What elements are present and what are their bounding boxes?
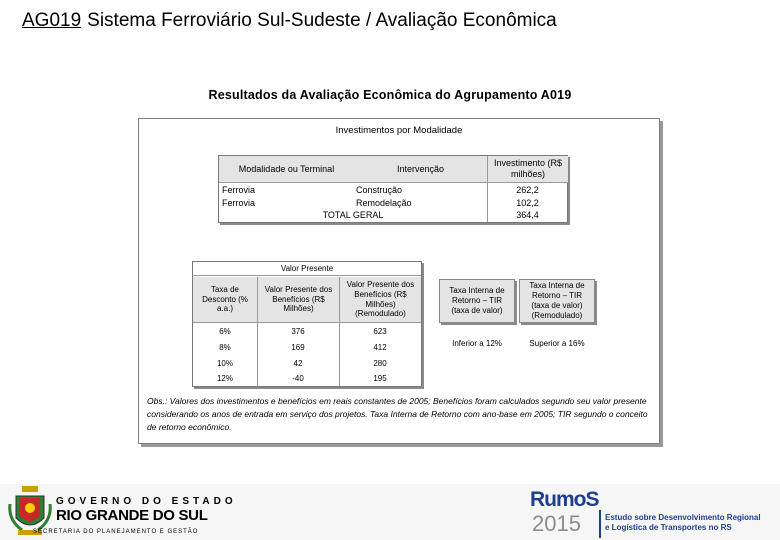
rumos-description xyxy=(605,513,761,533)
slide-title xyxy=(22,10,557,32)
vp-row-2-vp: 169 xyxy=(291,343,305,352)
vp-row-2-taxa: 8% xyxy=(219,343,231,352)
row-1-intervencao: Construção xyxy=(356,185,403,195)
present-value-caption: Valor Presente xyxy=(193,262,421,276)
header-modalidade: Modalidade ou Terminal xyxy=(219,156,354,183)
investments-table xyxy=(218,155,568,223)
tir-value: Inferior a 12% xyxy=(452,339,502,348)
slide-title-text: Sistema Ferroviário Sul-Sudeste / Avaliação Econômica xyxy=(87,10,557,31)
tir-remodulado-value: Superior a 16% xyxy=(529,339,585,348)
state-line: RIO GRANDE DO SUL xyxy=(56,507,208,524)
investimento-column-divider xyxy=(487,156,488,222)
header-taxa-desconto: Taxa de Desconto (% a.a.) xyxy=(193,277,257,323)
vp-row-3-vp: 42 xyxy=(293,359,303,368)
vp-row-4-vp-rem: 195 xyxy=(373,374,387,383)
present-value-table xyxy=(192,261,422,387)
header-tir-remodulado: Taxa Interna de Retorno – TIR (taxa de valor) (Remodulado) xyxy=(519,279,595,323)
row-1-investimento: 262,2 xyxy=(516,185,539,195)
rumos-logo xyxy=(530,488,600,538)
rumos-desc-line-2: e Logística de Transportes no RS xyxy=(605,523,732,532)
vp-row-2-vp-rem: 412 xyxy=(373,343,387,352)
tir-table xyxy=(439,279,594,359)
slide-code: AG019 xyxy=(22,10,82,31)
gov-line: GOVERNO DO ESTADO xyxy=(56,496,237,507)
header-investimento: Investimento (R$ milhões) xyxy=(487,156,568,183)
vp-row-1-taxa: 6% xyxy=(219,327,231,336)
header-intervencao: Intervenção xyxy=(354,156,487,183)
total-label: TOTAL GERAL xyxy=(322,210,384,220)
header-vp-beneficios: Valor Presente dos Benefícios (R$ Milhões) xyxy=(257,277,339,323)
vp-row-4-vp: -40 xyxy=(292,374,304,383)
row-2-intervencao: Remodelação xyxy=(356,198,412,208)
results-subtitle: Resultados da Avaliação Econômica do Agrupamento A019 xyxy=(208,88,572,102)
vp-row-1-vp: 376 xyxy=(291,327,305,336)
secretaria-line: SECRETARIA DO PLANEJAMENTO E GESTÃO xyxy=(33,529,199,535)
rumos-divider xyxy=(599,510,601,538)
header-vp-remodulado: Valor Presente dos Benefícios (R$ Milhões) (Remodulado) xyxy=(339,277,421,323)
evaluation-panel xyxy=(138,118,660,444)
row-1-modalidade: Ferrovia xyxy=(222,185,256,195)
vp-row-3-taxa: 10% xyxy=(216,359,233,368)
total-value: 364,4 xyxy=(516,210,539,220)
row-2-modalidade: Ferrovia xyxy=(222,198,256,208)
rumos-name: RumoS xyxy=(530,488,599,511)
vp-column-divider-1 xyxy=(257,277,258,386)
vp-row-4-taxa: 12% xyxy=(216,374,233,383)
vp-row-1-vp-rem: 623 xyxy=(373,327,387,336)
row-2-investimento: 102,2 xyxy=(516,198,539,208)
panel-heading: Investimentos por Modalidade xyxy=(335,125,463,136)
observation-note: Obs.: Valores dos investimentos e benefícios em reais constantes de 2005; Benefícios foram calculados segundo seu valor presente considerando os anos de entrada em serviço dos projetos. Taxa Interna de Retorno com ano-base em 2005; TIR segundo o conceito de retorno econômico. xyxy=(147,396,648,432)
vp-column-divider-2 xyxy=(339,277,340,386)
rumos-desc-line-1: Estudo sobre Desenvolvimento Regional xyxy=(605,513,761,522)
vp-row-3-vp-rem: 280 xyxy=(373,359,387,368)
header-tir: Taxa Interna de Retorno – TIR (taxa de valor) xyxy=(439,279,515,323)
rumos-year: 2015 xyxy=(532,511,581,536)
